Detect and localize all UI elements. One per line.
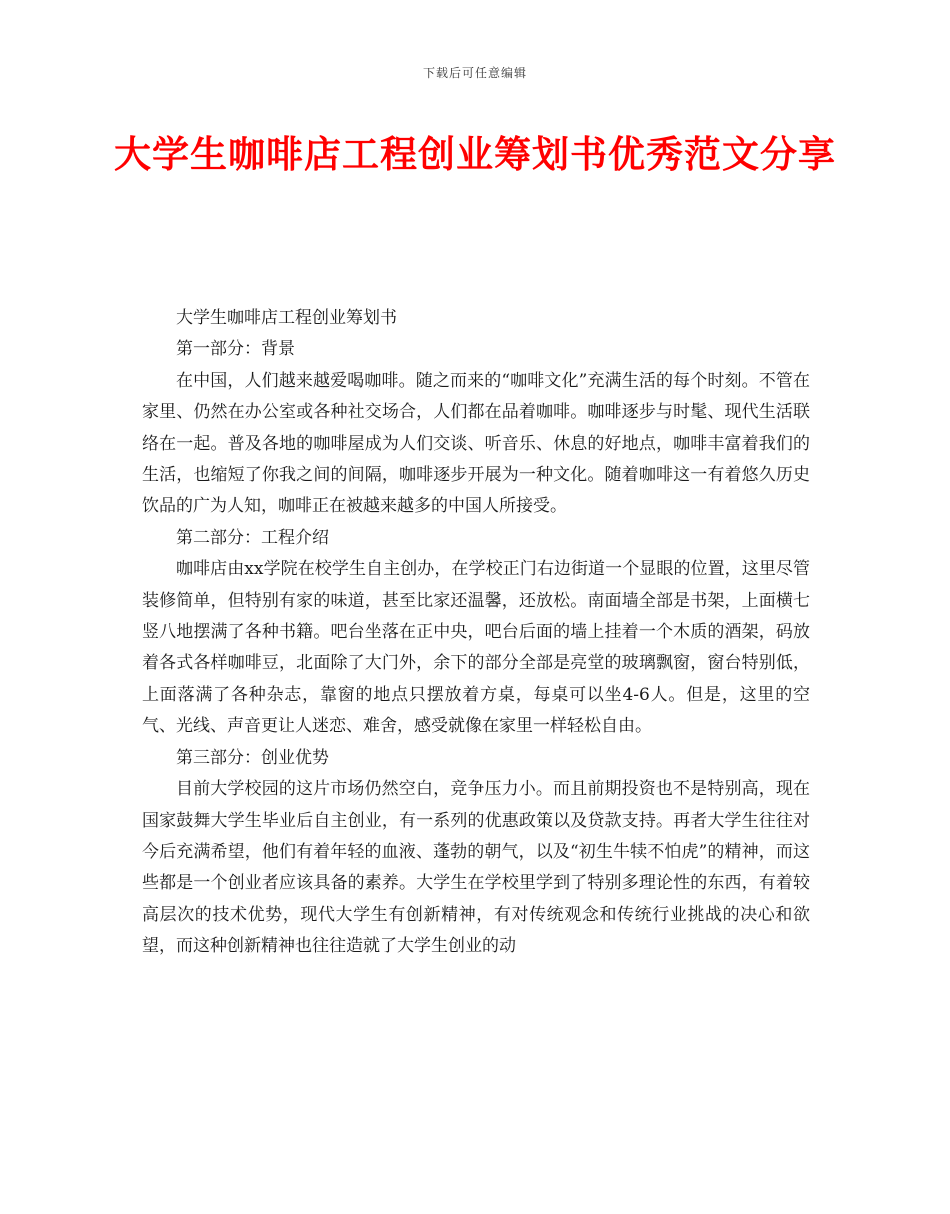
paragraph-advantages: 目前大学校园的这片市场仍然空白，竞争压力小。而且前期投资也不是特别高，现在国家鼓舞大学生毕业后自主创业，有一系列的优惠政策以及贷款支持。再者大学生往往对今后充满希望，他们有着年轻的血液、蓬勃的朝气，以及“初生牛犊不怕虎”的精神，而这些都是一个创业者应该具备的素养。大学生在学校里学到了特别多理论性的东西，有着较高层次的技术优势，现代大学生有创新精神，有对传统观念和传统行业挑战的决心和欲望，而这种创新精神也往往造就了大学生创业的动 <box>142 779 810 957</box>
section-heading-introduction: 第二部分：工程介绍 <box>176 527 329 548</box>
section-heading-advantages: 第三部分：创业优势 <box>176 747 329 768</box>
section-heading-background: 第一部分：背景 <box>176 339 295 360</box>
document-body <box>142 303 810 963</box>
paragraph-background: 在中国，人们越来越爱喝咖啡。随之而来的“咖啡文化”充满生活的每个时刻。不管在家里、仍然在办公室或各种社交场合，人们都在品着咖啡。咖啡逐步与时髦、现代生活联络在一起。普及各地的咖啡屋成为人们交谈、听音乐、休息的好地点，咖啡丰富着我们的生活，也缩短了你我之间的间隔，咖啡逐步开展为一种文化。随着咖啡这一有着悠久历史饮品的广为人知，咖啡正在被越来越多的中国人所接受。 <box>142 370 810 517</box>
paragraph-introduction: 咖啡店由xx学院在校学生自主创办，在学校正门右边街道一个显眼的位置，这里尽管装修简单，但特别有家的味道，甚至比家还温馨，还放松。南面墙全部是书架，上面横七竖八地摆满了各种书籍。吧台坐落在正中央，吧台后面的墙上挂着一个木质的酒架，码放着各式各样咖啡豆，北面除了大门外，余下的部分全部是亮堂的玻璃飘窗，窗台特别低，上面落满了各种杂志，靠窗的地点只摆放着方桌，每桌可以坐4-6人。但是，这里的空气、光线、声音更让人迷恋、难舍，感受就像在家里一样轻松自由。 <box>142 559 810 737</box>
paragraph-subtitle: 大学生咖啡店工程创业筹划书 <box>176 308 397 328</box>
document-title: 大学生咖啡店工程创业筹划书优秀范文分享 <box>114 133 836 176</box>
header-note: 下载后可任意编辑 <box>422 66 527 80</box>
